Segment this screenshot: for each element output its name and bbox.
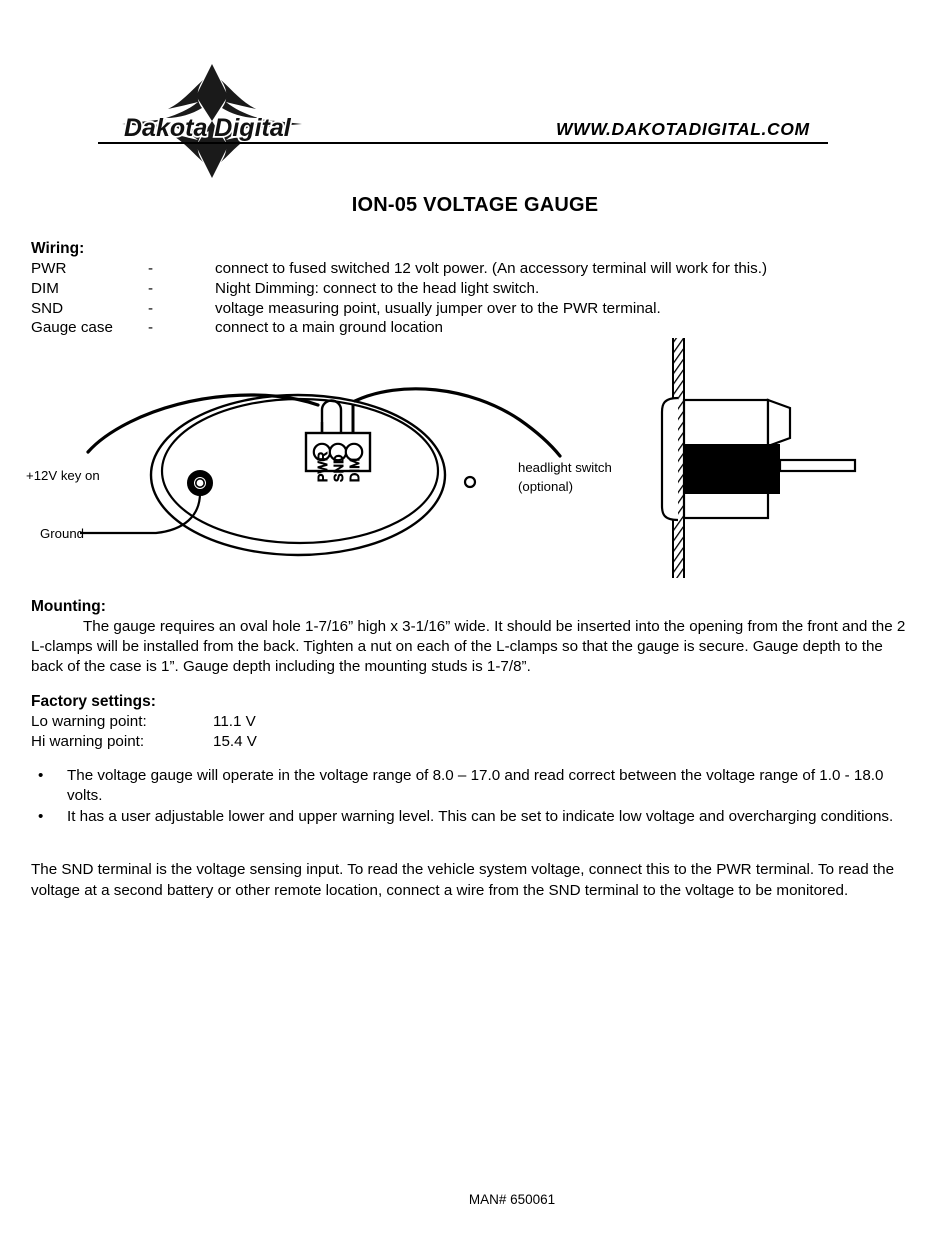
wiring-dash: -: [148, 279, 154, 297]
wiring-terminal: DIM: [31, 279, 59, 297]
mounting-section: [31, 597, 917, 677]
power-label: +12V key on: [26, 468, 100, 483]
wiring-row: [31, 299, 767, 319]
bullet-marker: •: [38, 767, 44, 784]
logo-wordmark: Dakota Digital: [124, 114, 291, 142]
manual-number: MAN# 650061: [468, 1192, 556, 1207]
list-item: [31, 807, 917, 827]
wiring-row: [31, 279, 767, 299]
gauge-rear-view: [80, 389, 560, 555]
wiring-terminal: SND: [31, 299, 64, 317]
wiring-description: connect to fused switched 12 volt power. (An accessory terminal will work for this.): [215, 260, 768, 277]
headlight-label-line2: (optional): [518, 479, 573, 494]
features-list: [31, 766, 917, 828]
wiring-description: voltage measuring point, usually jumper over to the PWR terminal.: [215, 299, 661, 317]
gauge-side-section-view: [662, 338, 855, 578]
gauge-rear-boss: [768, 400, 790, 446]
wiring-description: Night Dimming: connect to the head light switch.: [215, 279, 540, 297]
wiring-dash: -: [148, 260, 154, 277]
wiring-dash: -: [148, 299, 154, 317]
page-title: ION-05 VOLTAGE GAUGE: [351, 194, 599, 216]
mounting-heading: Mounting:: [31, 598, 106, 615]
dakota-digital-diamond-logo: [108, 62, 358, 180]
factory-setting-label: Hi warning point:: [31, 732, 145, 750]
wiring-row: [31, 259, 767, 279]
mounting-stud: [780, 460, 855, 471]
terminal-label-dim: DIM: [348, 457, 362, 482]
terminal-label-pwr: PWR: [316, 451, 330, 482]
ground-stud-hole: [196, 479, 204, 487]
dakota-digital-logo: [108, 62, 358, 180]
list-item-text: The voltage gauge will operate in the voltage range of 8.0 – 17.0 and read correct between the voltage range of 1.0 - 18.0 volts.: [67, 767, 884, 804]
factory-setting-value: 15.4 V: [213, 732, 257, 750]
ground-label: Ground: [40, 526, 84, 541]
factory-settings-heading: Factory settings:: [31, 693, 156, 710]
wiring-diagram: [0, 330, 950, 598]
factory-setting-label: Lo warning point:: [31, 713, 147, 730]
factory-setting-value: 11.1 V: [213, 713, 256, 730]
header-divider: [98, 142, 828, 144]
terminal-label-snd: SND: [332, 454, 346, 482]
website-url: WWW.DAKOTADIGITAL.COM: [556, 119, 810, 139]
wiring-terminal: PWR: [31, 260, 67, 277]
headlight-label-line1: headlight switch: [518, 460, 612, 475]
closing-paragraph: The SND terminal is the voltage sensing input. To read the vehicle system voltage, connect this to the PWR terminal. To read the voltage at a second battery or other remote location, connect a wire from the SND terminal to the voltage to be monitored.: [31, 861, 895, 899]
mounting-paragraph: The gauge requires an oval hole 1-7/16” high x 3-1/16” wide. It should be inserted into the opening from the front and the 2 L-clamps will be installed from the back. Tighten a nut on each of the L-clamps so that the gauge is secure. Gauge depth to the back of the case is 1”. Gauge depth including the mounting studs is 1-7/8”.: [31, 618, 906, 675]
wiring-section: [31, 239, 767, 338]
gauge-black-section: [684, 444, 780, 494]
wiring-dash: -: [148, 319, 154, 337]
wiring-terminal: Gauge case: [31, 319, 113, 337]
factory-setting-row: [31, 732, 257, 752]
wiring-heading: Wiring:: [31, 240, 85, 257]
mounting-hole: [465, 477, 475, 487]
wiring-description: connect to a main ground location: [215, 319, 443, 337]
list-item: [31, 766, 917, 806]
page-footer: [0, 1192, 950, 1207]
dim-wire: [355, 389, 560, 456]
factory-setting-row: [31, 712, 257, 732]
pwr-snd-jumper: [322, 401, 341, 435]
gauge-front-bezel: [662, 398, 678, 520]
power-wire: [88, 395, 318, 452]
list-item-text: It has a user adjustable lower and upper warning level. This can be set to indicate low voltage and overcharging conditions.: [67, 808, 894, 825]
factory-settings-section: [31, 692, 257, 752]
page-header: [0, 0, 950, 180]
bullet-marker: •: [38, 808, 44, 825]
